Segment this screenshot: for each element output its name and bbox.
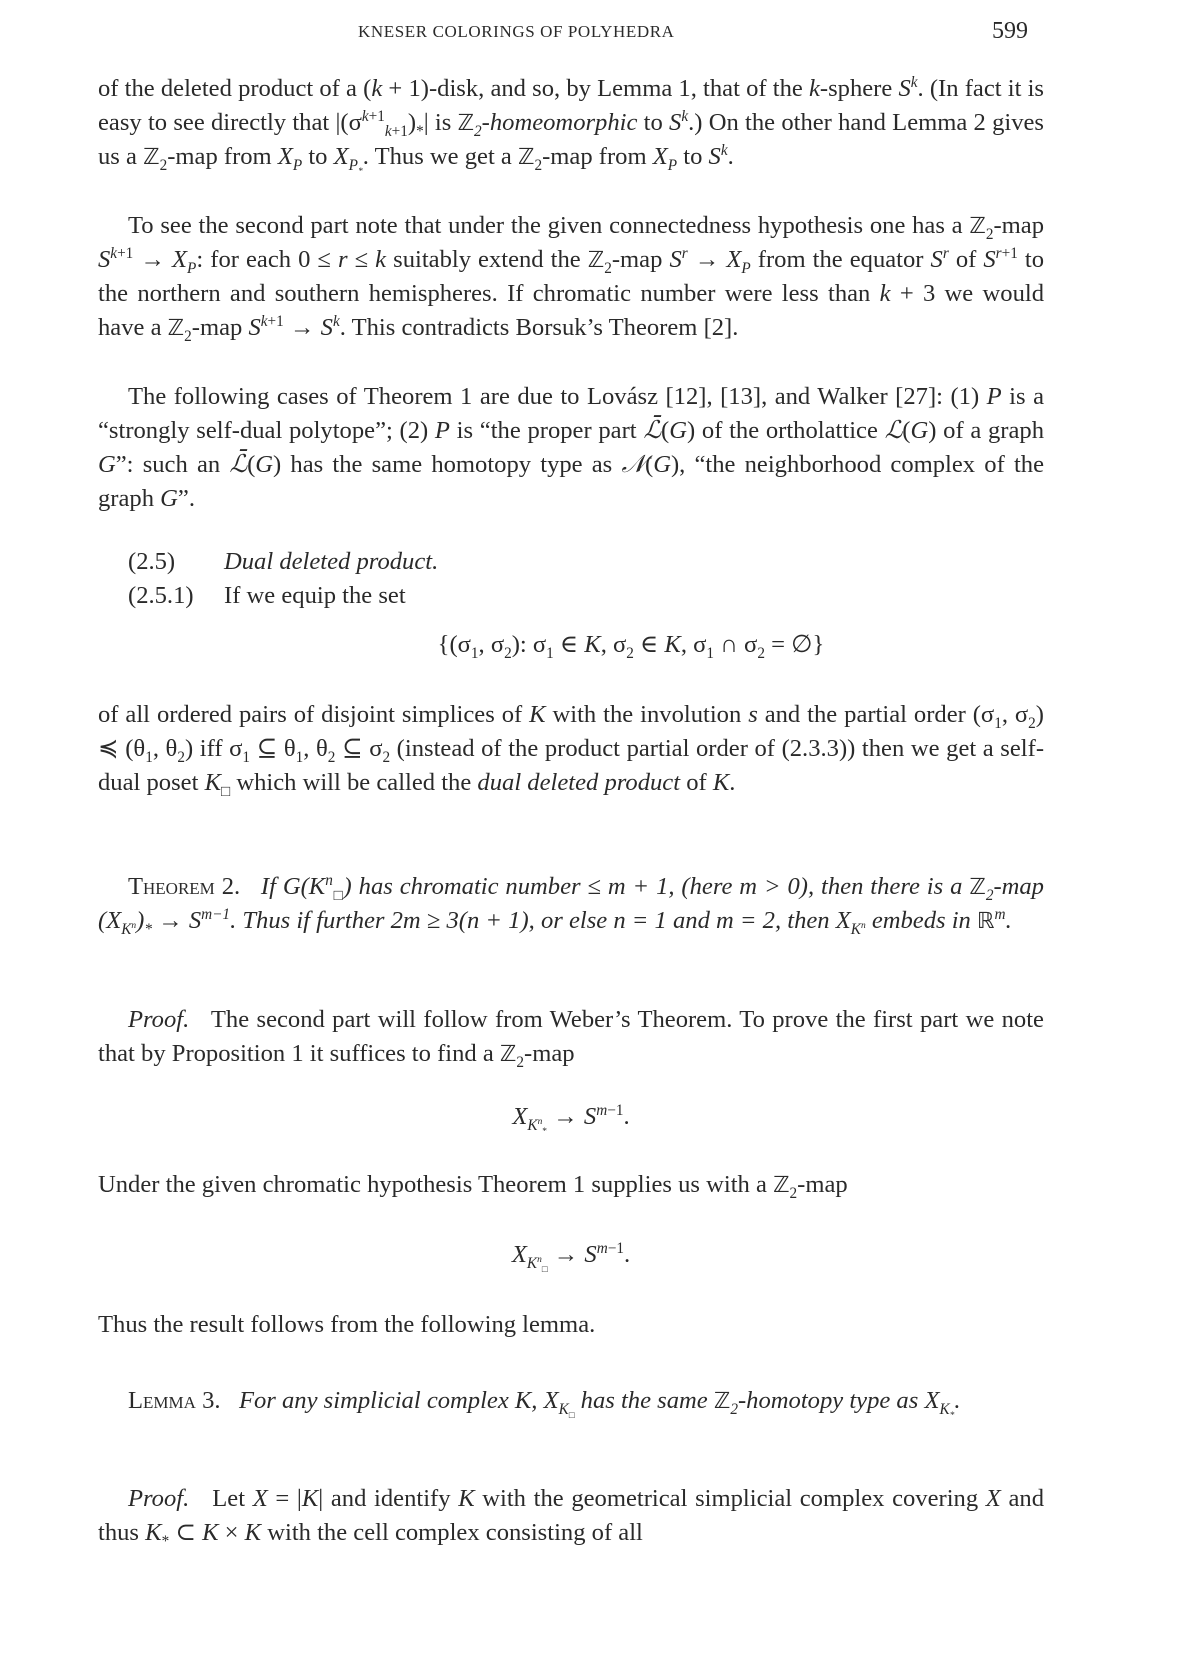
equation-text: {($\sigma_1$, $\sigma_2$): $\sigma_1$ ∈ K, $\sigma_2$ ∈ K, $\sigma_1$ ∩ $\sigma_2$ = ∅} bbox=[437, 631, 825, 662]
proof-text: The second part will follow from Weber’s Theorem. To prove the first part we note that by Proposition 1 it suffices to find a ℤ$_2$-map bbox=[98, 1006, 1044, 1071]
section-title: Dual deleted product. bbox=[224, 548, 439, 575]
page-number: 599 bbox=[992, 18, 1028, 44]
theorem-2 bbox=[98, 870, 1044, 938]
section-2-5-heading bbox=[128, 545, 1028, 613]
theorem-text: If $G(K^n_□)$ has chromatic number ≤ m + 1, (here m > 0), then there is a ℤ$_2$-map $(X_{K^n})_* \to S^{m-1}$. Thus if further 2m ≥ 3(n + 1), or else n = 1 and m = 2, then $X_{K^n}$ embeds in ℝ$^m$. bbox=[98, 871, 1044, 938]
lemma-text: For any simplicial complex K, $X_{K_□}$ has the same ℤ$_2$-homotopy type as $X_{K_*}$. bbox=[238, 1387, 961, 1421]
subsection-text: If we equip the set bbox=[224, 582, 406, 609]
theorem-label: Theorem 2. bbox=[128, 873, 241, 900]
paragraph-chromatic-hypothesis bbox=[98, 1168, 1044, 1202]
proof-label: Proof. bbox=[128, 1485, 190, 1512]
equation-map-box bbox=[98, 1238, 1044, 1275]
equation-map-star bbox=[98, 1100, 1044, 1137]
paragraph-second-part bbox=[98, 209, 1044, 345]
section-number: (2.5) bbox=[128, 548, 176, 575]
paragraph-result-follows bbox=[98, 1308, 1044, 1342]
paragraph-dual-deleted-product bbox=[98, 698, 1044, 800]
paragraph-continuation bbox=[98, 72, 1045, 177]
paragraph-text: of all ordered pairs of disjoint simplices of K with the involution s and the partial order ($\sigma_1$, $\sigma_2$) ≼ ($\theta_1$, $\theta_2$) iff $\sigma_1$ ⊆ $\theta_1$, $\theta_2$ ⊆ $\sigma_2$ (instead of the product partial order of (2.3.3)) then we get a self-dual poset $K_□$ which will be called the dual deleted product of K. bbox=[98, 701, 1045, 800]
lemma-3 bbox=[98, 1384, 1044, 1421]
paragraph-text: To see the second part note that under the given connectedness hypothesis one has a ℤ$_2$-map $S^{k+1} \to X_P$: for each 0 ≤ r ≤ k suitably extend the ℤ$_2$-map $S^r \to X_P$ from the equator $S^r$ of $S^{r+1}$ to the northern and southern hemispheres. If chromatic number were less than k + 3 we would have a ℤ$_2$-map $S^{k+1} \to S^k$. This contradicts Borsuk’s Theorem [2]. bbox=[98, 212, 1045, 345]
running-head bbox=[0, 18, 1184, 48]
paragraph-text: of the deleted product of a (k + 1)-disk, and so, by Lemma 1, that of the k-sphere $S^k$. (In fact it is easy to see directly that $|(\sigma^{k+1}_{k+1})_*|$ is ℤ$_2$-homeomorphic to $S^k$.) On the other hand Lemma 2 gives us a ℤ$_2$-map from $X_P$ to $X_{P_*}$. Thus we get a ℤ$_2$-map from $X_P$ to $S^k$. bbox=[98, 73, 1045, 177]
paragraph-text: Under the given chromatic hypothesis Theorem 1 supplies us with a ℤ$_2$-map bbox=[98, 1171, 848, 1202]
running-title: KNESER COLORINGS OF POLYHEDRA bbox=[358, 22, 675, 41]
equation-text: $X_{K^n_*} \to S^{m-1}$. bbox=[512, 1101, 630, 1137]
proof-lemma-3 bbox=[98, 1482, 1044, 1550]
subsection-number: (2.5.1) bbox=[128, 582, 194, 609]
lemma-label: Lemma 3. bbox=[128, 1387, 221, 1414]
proof-label: Proof. bbox=[128, 1006, 190, 1033]
paragraph-text: The following cases of Theorem 1 are due to Lovász [12], [13], and Walker [27]: (1) P is a “strongly self-dual polytope”; (2) P is “the proper part ℒ̄(G) of the ortholattice ℒ(G) of a graph G”: such an ℒ̄(G) has the same homotopy type as 𝒩(G), “the neighborhood complex of the graph G”. bbox=[98, 383, 1044, 512]
paragraph-text: Thus the result follows from the following lemma. bbox=[98, 1311, 596, 1338]
paragraph-special-cases bbox=[98, 380, 1044, 516]
proof-text: Let X = |K| and identify K with the geometrical simplicial complex covering X and thus $K_*$ ⊂ K × K with the cell complex consisting of all bbox=[98, 1485, 1045, 1550]
equation-text: $X_{K^n_□} \to S^{m-1}$. bbox=[511, 1239, 631, 1275]
equation-disjoint-pairs bbox=[98, 628, 1044, 662]
proof-theorem-2 bbox=[98, 1003, 1044, 1071]
